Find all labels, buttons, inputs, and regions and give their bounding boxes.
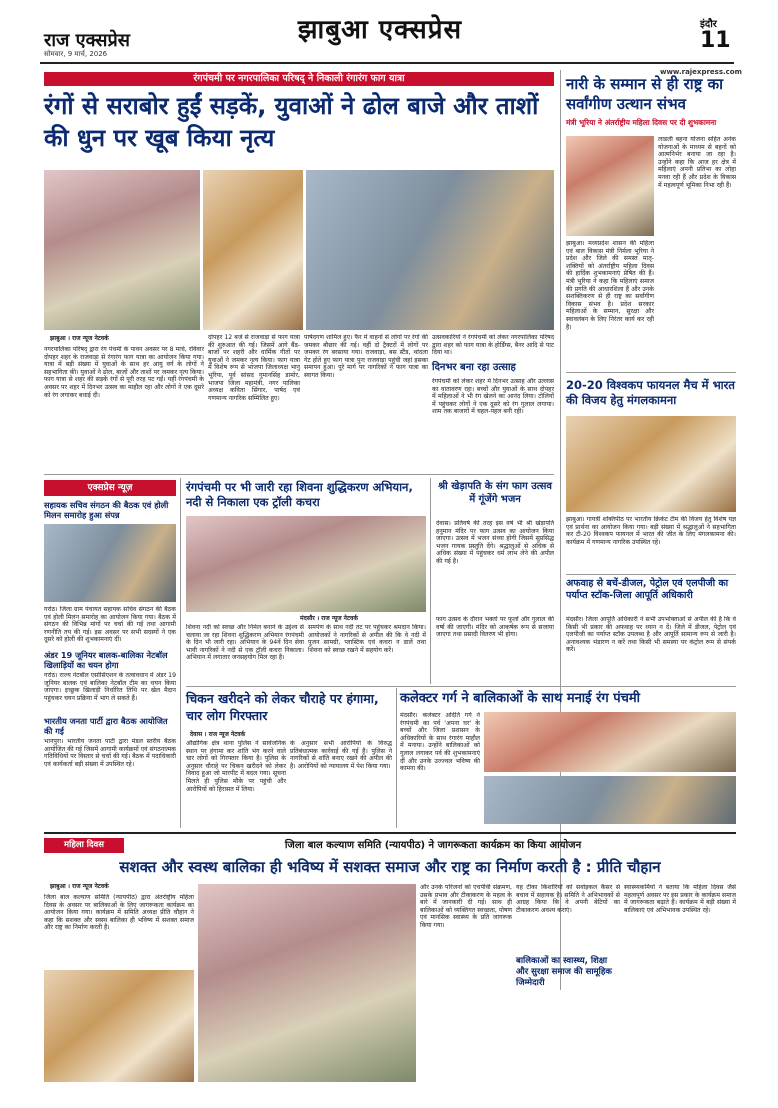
bottom-photo — [44, 970, 194, 1082]
shivna-headline: रंगपंचमी पर भी जारी रहा शिवना शुद्धिकरण अभियान, नदी से निकाला एक ट्रॉली कचरा — [186, 480, 413, 509]
lead-photo-1 — [44, 170, 200, 330]
collector-headline: कलेक्टर गर्ग ने बालिकाओं के साथ मनाई रंग पंचमी — [400, 691, 641, 706]
bottom-body-3: यह टीका किशोरियों को सर्वाइकल कैंसर से बचाव में सहायक है। समिति ने अभिभावकों से आग्रह किया कि वे अपनी बेटियों का टीकाकरण अवश्य कराएं। — [516, 884, 620, 914]
shivna-body: शिवना नदी को स्वच्छ और निर्मल बनाने के उद्देश्य से चलाया जा रहा शिवना शुद्धिकरण अभियान रंगपंचमी के दिन भी जारी रहा। अभियान के 94वें दिन सेवा भावी नागरिकों ने नदी से एक ट्रॉली कचरा निकाला। अभियान में लगातार जनसहयोग मिल रहा है। — [186, 624, 304, 662]
masthead-rule — [40, 62, 734, 64]
edition-city: इंदौर — [700, 19, 717, 30]
left-column-rule — [180, 478, 181, 828]
lead-subhead: दिनभर बना रहा उत्साह — [432, 362, 516, 373]
bottom-label: महिला दिवस — [64, 840, 104, 850]
collector-body: मंदसौर। कलेक्टर अदिति गर्ग ने रंगपंचमी का पर्व 'अपना घर' के बच्चों और जिला प्रशासन के अधिकारियों के साथ रंगारंग माहौल में मनाया। उन्होंने बालिकाओं को गुलाल लगाकर पर्व की शुभकामनाएं दीं और उनके उज्ज्वल भविष्य की कामना की। — [400, 712, 480, 773]
masthead — [0, 0, 778, 76]
lead-headline: रंगों से सराबोर हुईं सड़कें, युवाओं ने ढोल बाजे और ताशों की धुन पर खूब किया नृत्य — [44, 92, 539, 152]
shivna-column-rule — [430, 478, 431, 684]
chicken-body-2: के अनुसार सभी आरोपियों के विरुद्ध प्रतिबंधात्मक कार्रवाई की गई है। पुलिस ने नागरिकों से शांति बनाए रखने की अपील की है। आरोपियों को न्यायालय में पेश किया गया। — [290, 740, 392, 770]
lead-photo-2 — [203, 170, 303, 330]
lead-body-1: नगरपालिका परिषद् द्वारा रंग पंचमी के पावन अवसर पर 8 मार्च, रविवार दोपहर शहर के राजवाड़ा से रंगारंग फाग यात्रा का आयोजन किया गया। यात्रा में बड़ी संख्या में युवाओं के साथ हर आयु वर्ग के लोगों ने सहभागिता की। युवाओं ने ढोल, बाजों और ताशों पर जमकर नृत्य किया। फाग यात्रा से शहर की सड़कें रंगों से पूरी तरह पट गईं। यहीं रंगपंचमी के अवसर पर शहर में दिनभर उत्सव का माहौल रहा और लोगों ने एक दूसरे को रंग लगाकर बधाई दी। — [44, 346, 204, 399]
shivna-photo-caption: मंदसौर । राज न्यूज नेटवर्क — [300, 615, 358, 622]
collector-photo-2 — [484, 776, 736, 824]
express-item1-headline: सहायक सचिव संगठन की बैठक एवं होली मिलन समारोह हुआ संपन्न — [44, 500, 169, 520]
bottom-photo-2 — [198, 884, 416, 1082]
right-top-subhead: मंत्री भूरिया ने अंतर्राष्ट्रीय महिला दिवस पर दी शुभकामना — [566, 118, 717, 127]
express-item1-photo — [44, 524, 176, 602]
bottom-kicker: जिला बाल कल्याण समिति (न्यायपीठ) ने जागरूकता कार्यक्रम का किया आयोजन — [284, 840, 582, 851]
express-item3-headline: भारतीय जनता पार्टी द्वारा बैठक आयोजित की गई — [44, 716, 168, 736]
bottom-label-bar — [44, 838, 124, 853]
chicken-byline: देवास । राज न्यूज नेटवर्क — [190, 731, 246, 738]
chicken-headline: चिकन खरीदने को लेकर चौराहे पर हंगामा, चार लोग गिरफ्तार — [186, 691, 379, 723]
express-item3-body: भानपुरा। भारतीय जनता पार्टी द्वारा मंडल स्तरीय बैठक आयोजित की गई जिसमें आगामी कार्यक्रमों एवं संगठनात्मक गतिविधियों पर विस्तार से चर्चा की गई। बैठक में पदाधिकारी एवं कार्यकर्ता बड़ी संख्या में उपस्थित रहे। — [44, 738, 176, 768]
bottom-headline: सशक्त और स्वस्थ बालिका ही भविष्य में सशक्त समाज और राष्ट्र का निर्माण करती है : प्रीति चौहान — [119, 858, 661, 876]
bottom-byline: झाबुआ । राज न्यूज नेटवर्क — [50, 883, 109, 890]
express-item2-headline: अंडर 19 जूनियर बालक-बालिका नेटबॉल खिलाड़ियों का चयन होगा — [44, 650, 168, 670]
fuel-body: मंदसौर। जिला आपूर्ति अधिकारी ने सभी उपभोक्ताओं से अपील की है कि वे किसी भी प्रकार की अफवाह पर ध्यान न दें। जिले में डीजल, पेट्रोल एवं एलपीजी का पर्याप्त स्टॉक उपलब्ध है और आपूर्ति सामान्य रूप से जारी है। अनावश्यक भंडारण न करें तथा किसी भी समस्या पर कंट्रोल रूम से संपर्क करें। — [566, 616, 736, 654]
chicken-body: औद्योगिक क्षेत्र थाना पुलिस ने सार्वजनिक स्थान पर हंगामा कर शांति भंग करने वाले चार लोगों को गिरफ्तार किया है। पुलिस के अनुसार चौराहे पर चिकन खरीदने को लेकर विवाद हुआ जो मारपीट में बदल गया। सूचना मिलते ही पुलिस मौके पर पहुंची और आरोपियों को हिरासत में लिया। — [186, 740, 286, 793]
lead-body-4: उत्सवकारियों ने रंगपंचमी को लेकर नगरपालिका परिषद द्वारा शहर को फाग यात्रा के होर्डिंग्स, बैनर आदि से पाट दिया था। — [432, 334, 554, 357]
lead-kicker-bar — [44, 72, 554, 86]
lead-body-5: रंगपंचमी को लेकर शहर में दिनभर उत्साह और उल्लास का वातावरण रहा। बच्चों और युवाओं के साथ दोपहर में महिलाओं ने भी रंग खेलने का आनंद लिया। टोलियों में पहुंचकर लोगों ने एक दूसरे को रंग गुलाल लगाया। शाम तक बाजारों में चहल-पहल बनी रही। — [432, 378, 554, 416]
collector-photo-1 — [484, 712, 736, 772]
cricket-photo — [566, 416, 736, 512]
right-divider-1 — [566, 372, 736, 373]
express-item1-body: गरोठ। जिला ग्राम पंचायत सहायक सचिव संगठन की बैठक एवं होली मिलन समारोह का आयोजन किया गया। बैठक में संगठन की विभिन्न मांगों पर चर्चा की गई तथा आगामी रणनीति तय की गई। इस अवसर पर सभी सदस्यों ने एक दूसरे को होली की शुभकामनाएं दीं। — [44, 606, 176, 644]
bottom-body-2: और उनके परिजनों को एचपीवी संक्रमण, उसके प्रभाव और टीकाकरण के महत्व के बारे में जानकारी दी गई। साथ ही बालिकाओं को व्यक्तिगत स्वच्छता, पोषण एवं मानसिक स्वास्थ्य के प्रति जागरूक किया गया। — [420, 884, 512, 929]
lead-kicker: रंगपंचमी पर नगरपालिका परिषद् ने निकाली रंगारंग फाग यात्रा — [193, 73, 405, 84]
minister-photo — [566, 136, 654, 236]
fuel-headline: अफवाह से बचें-डीजल, पेट्रोल एवं एलपीजी का पर्याप्त स्टॉक-जिला आपूर्ति अधिकारी — [566, 578, 729, 601]
lead-body-3: पार्षदगण शामिल हुए। फैर में वाहनों से लोगों पर रंगों की जमकर बौछार की गई। वहीं दो ट्रैक्टरों में लोगों पर जमकर रंग बरसाया गया। राजवाड़ा, बस स्टैंड, थांदला गेट होते हुए फाग यात्रा पुनः राजवाड़ा पहुंची जहां इसका समापन हुआ। पूरे मार्ग पर नागरिकों ने फाग यात्रा का स्वागत किया। — [304, 334, 428, 379]
express-item2-body: गरोठ। राज्य नेटबॉल एसोसिएशन के तत्वावधान में अंडर 19 जूनियर बालक एवं बालिका नेटबॉल टीम का चयन किया जाएगा। इच्छुक खिलाड़ी निर्धारित तिथि पर खेल मैदान पहुंचकर चयन प्रक्रिया में भाग ले सकते हैं। — [44, 672, 176, 702]
page-number: 11 — [700, 28, 731, 53]
khedapati-body: देवास। प्रतिवर्ष की तरह इस वर्ष भी श्री खेड़ापति हनुमान मंदिर पर फाग उत्सव का आयोजन किया जाएगा। उत्सव में भजन संध्या होगी जिसमें सुप्रसिद्ध भजन गायक प्रस्तुति देंगे। श्रद्धालुओं से अधिक से अधिक संख्या में पहुंचकर धर्म लाभ लेने की अपील की गई है। — [436, 520, 554, 565]
khedapati-headline: श्री खेड़ापति के संग फाग उत्सव में गूंजेंगे भजन — [438, 481, 552, 505]
right-divider-2 — [566, 574, 736, 575]
khedapati-body-2: फाग उत्सव के दौरान भक्तों पर फूलों और गुलाल की वर्षा की जाएगी। मंदिर को आकर्षक रूप से सजाया जाएगा तथा प्रसादी वितरण भी होगा। — [436, 616, 554, 639]
lead-photo-caption: झाबुआ । राज न्यूज नेटवर्क — [50, 335, 109, 342]
cricket-body: झाबुआ। गायत्री शक्तिपीठ पर भारतीय क्रिकेट टीम की विजय हेतु विशेष यज्ञ एवं प्रार्थना का आयोजन किया गया। बड़ी संख्या में श्रद्धालुओं ने सहभागिता कर टी-20 विश्वकप फायनल में भारत की जीत के लिए मंगलकामना की। कार्यक्रम में गणमान्य नागरिक उपस्थित रहे। — [566, 516, 736, 546]
right-top-headline: नारी के सम्मान से ही राष्ट्र का सर्वांगीण उत्थान संभव — [566, 75, 724, 113]
lead-photo-3 — [306, 170, 554, 330]
cricket-headline: 20-20 विश्वकप फायनल मैच में भारत की विजय हेतु मंगलकामना — [566, 378, 735, 407]
lead-body-2: दोपहर 12 बजे से राजवाड़ा से फाग यात्रा की शुरुआत की गई। जिसमें आगे बैंड-बाजों पर शहरी और धार्मिक गीतों पर युवाओं ने जमकर नृत्य किया। फाग यात्रा में विशेष रूप से भाजपा जिलाध्यक्ष भानु भूरिया, पूर्व सांसद गुमानसिंह डामोर, भाजपा जिला महामंत्री, नगर पालिका अध्यक्ष कविता सिंगार, पार्षद एवं गणमान्य नागरिक सम्मिलित हुए। — [208, 334, 300, 402]
express-news-label: एक्सप्रेस न्यूज़ — [87, 483, 133, 493]
shivna-photo — [186, 516, 426, 612]
issue-date: सोमवार, 9 मार्च, 2026 — [44, 50, 108, 58]
bottom-subhead: बालिकाओं का स्वास्थ्य, शिक्षा और सुरक्षा समाज की सामूहिक जिम्मेदारी — [516, 956, 612, 988]
right-top-body: झाबुआ। मध्यप्रदेश शासन की महिला एवं बाल विकास मंत्री निर्मला भूरिया ने प्रदेश और जिले की समस्त मातृ-शक्तियों को अंतर्राष्ट्रीय महिला दिवस की हार्दिक शुभकामनाएं प्रेषित की हैं। मंत्री भूरिया ने कहा कि महिलाएं समाज की प्रगति की आधारशिला हैं और उनके सशक्तिकरण से ही राष्ट्र का सर्वांगीण विकास संभव है। प्रदेश सरकार महिलाओं के सम्मान, सुरक्षा और स्वावलंबन के लिए निरंतर कार्य कर रही है। — [566, 240, 654, 331]
website-url: www.rajexpress.com — [660, 68, 742, 76]
bottom-divider — [44, 832, 736, 834]
bottom-body: जिला बाल कल्याण समिति (न्यायपीठ) द्वारा अंतर्राष्ट्रीय महिला दिवस के अवसर पर बालिकाओं के लिए जागरूकता कार्यक्रम का आयोजन किया गया। कार्यक्रम में समिति अध्यक्ष प्रीति चौहान ने कहा कि सशक्त और स्वस्थ बालिका ही भविष्य में सशक्त समाज और राष्ट्र का निर्माण करती है। — [44, 894, 194, 932]
mid-divider — [44, 474, 554, 475]
chicken-column-rule — [396, 688, 397, 828]
express-news-label-bar — [44, 480, 176, 496]
section-name: राज एक्सप्रेस — [44, 30, 130, 51]
right-top-body-2: लाडली बहना योजना सहित अनेक योजनाओं के माध्यम से बहनों को आत्मनिर्भर बनाया जा रहा है। उन्होंने कहा कि आज हर क्षेत्र में महिलाएं अपनी प्रतिभा का लोहा मनवा रही हैं और प्रदेश के विकास में महत्वपूर्ण भूमिका निभा रही हैं। — [658, 136, 736, 189]
lower-mid-divider — [186, 686, 736, 687]
shivna-body-2: समर्पण के साथ नदी तट पर पहुंचकर श्रमदान किया। आयोजकों ने नागरिकों से अपील की कि वे नदी में पूजन सामग्री, प्लास्टिक एवं कचरा न डालें तथा शिवना को स्वच्छ रखने में सहयोग करें। — [308, 624, 426, 654]
bottom-body-4: स्वास्थ्यकर्मियों ने बताया कि महिला दिवस जैसे महत्वपूर्ण अवसर पर इस प्रकार के कार्यक्रम समाज में जागरूकता बढ़ाते हैं। कार्यक्रम में बड़ी संख्या में बालिकाएं एवं अभिभावक उपस्थित रहे। — [624, 884, 736, 914]
paper-title: झाबुआ एक्सप्रेस — [297, 15, 463, 45]
